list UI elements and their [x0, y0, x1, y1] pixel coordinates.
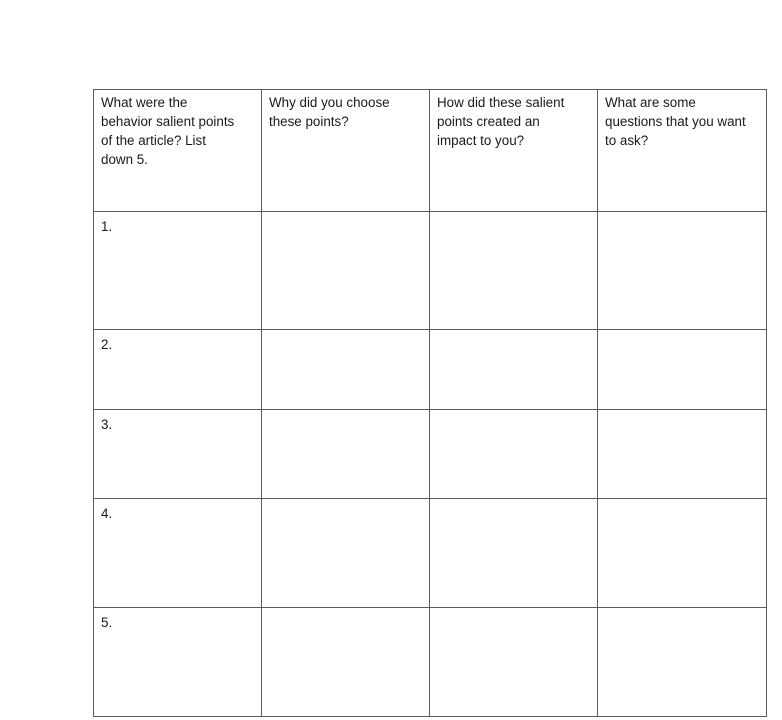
answer-cell-questions[interactable]	[598, 212, 767, 330]
worksheet-table	[93, 89, 767, 717]
header-text-line: What were the	[101, 95, 188, 110]
header-text-line: these points?	[269, 114, 349, 129]
answer-cell-questions[interactable]	[598, 499, 767, 608]
table-row	[94, 499, 767, 608]
table-row	[94, 608, 767, 717]
answer-cell-impact[interactable]	[430, 608, 598, 717]
header-text-line: How did these salient	[437, 95, 565, 110]
answer-cell-questions[interactable]	[598, 330, 767, 410]
table-row	[94, 212, 767, 330]
header-text-line: What are some	[605, 95, 696, 110]
answer-cell-why-chosen[interactable]	[262, 499, 430, 608]
header-text-line: of the article? List	[101, 133, 206, 148]
answer-cell-questions[interactable]	[598, 410, 767, 499]
answer-cell-why-chosen[interactable]	[262, 608, 430, 717]
header-cell-salient-points	[94, 90, 262, 212]
answer-cell-why-chosen[interactable]	[262, 410, 430, 499]
answer-cell-questions[interactable]	[598, 608, 767, 717]
header-text-line: points created an	[437, 114, 540, 129]
row-number-cell[interactable]: 2.	[94, 330, 262, 410]
header-cell-questions	[598, 90, 767, 212]
table-row	[94, 330, 767, 410]
header-text-line: questions that you want	[605, 114, 746, 129]
answer-cell-impact[interactable]	[430, 212, 598, 330]
row-number-cell[interactable]: 4.	[94, 499, 262, 608]
header-cell-why-chosen	[262, 90, 430, 212]
header-text-line: behavior salient points	[101, 114, 235, 129]
header-text-line: impact to you?	[437, 133, 525, 148]
header-text-line: to ask?	[605, 133, 649, 148]
row-number-cell[interactable]: 5.	[94, 608, 262, 717]
answer-cell-why-chosen[interactable]	[262, 330, 430, 410]
header-cell-impact	[430, 90, 598, 212]
answer-cell-why-chosen[interactable]	[262, 212, 430, 330]
row-number-cell[interactable]: 3.	[94, 410, 262, 499]
header-text-line: down 5.	[101, 152, 148, 167]
answer-cell-impact[interactable]	[430, 499, 598, 608]
answer-cell-impact[interactable]	[430, 330, 598, 410]
answer-cell-impact[interactable]	[430, 410, 598, 499]
header-text-line: Why did you choose	[269, 95, 390, 110]
row-number-cell[interactable]: 1.	[94, 212, 262, 330]
header-row	[94, 90, 767, 212]
table-row	[94, 410, 767, 499]
